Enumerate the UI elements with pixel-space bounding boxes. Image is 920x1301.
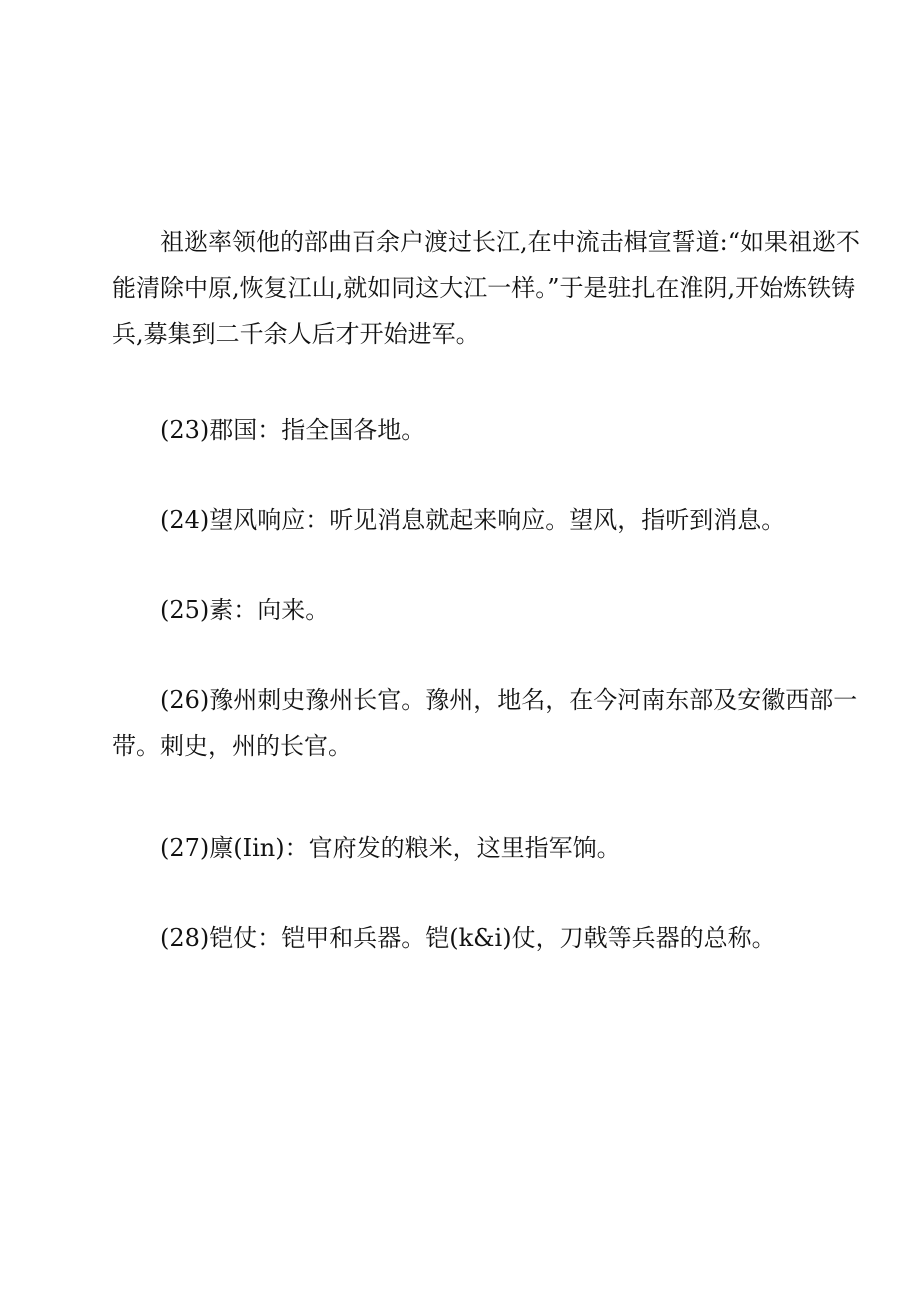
footnote-26	[112, 677, 858, 769]
text-line: 带。刺史，州的长官。	[112, 732, 352, 760]
text-line: 兵,募集到二千余人后才开始进军。	[112, 320, 480, 348]
text-line: (27)廪(Iin)：官府发的粮米，这里指军饷。	[160, 834, 621, 862]
text-line: 能清除中原,恢复江山,就如同这大江一样。”于是驻扎在淮阴,开始炼铁铸	[112, 274, 856, 302]
footnote-23	[112, 407, 818, 453]
footnote-25	[112, 587, 818, 633]
text-line: (26)豫州刺史豫州长官。豫州，地名，在今河南东部及安徽西部一	[160, 686, 858, 714]
text-line: (25)素：向来。	[160, 596, 330, 624]
text-line: (28)铠仗：铠甲和兵器。铠(k&i)仗，刀戟等兵器的总称。	[160, 924, 776, 952]
main-paragraph	[112, 219, 860, 357]
footnote-27	[112, 825, 818, 871]
text-line: 祖逖率领他的部曲百余户渡过长江,在中流击楫宣誓道:“如果祖逖不	[160, 228, 860, 256]
footnote-28	[112, 915, 818, 961]
text-line: (23)郡国：指全国各地。	[160, 416, 426, 444]
footnote-24	[112, 497, 818, 543]
text-line: (24)望风响应：听见消息就起来响应。望风，指听到消息。	[160, 506, 786, 534]
